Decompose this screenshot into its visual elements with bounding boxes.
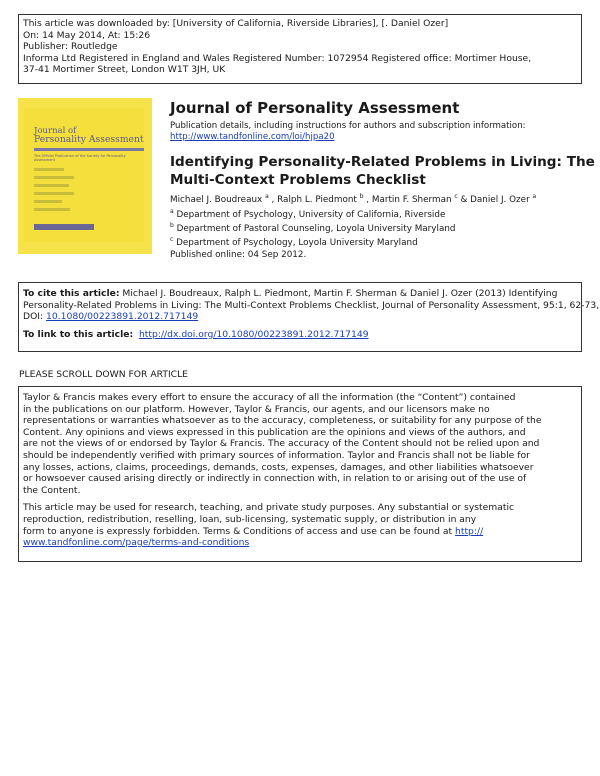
affiliation-text: Department of Psychology, University of California, Riverside [176, 210, 446, 220]
download-line: 37-41 Mortimer Street, London W1T 3JH, UK [23, 64, 226, 76]
affiliation-text: Department of Psychology, Loyola University Maryland [176, 238, 418, 248]
terms-line: reproduction, redistribution, reselling, loan, sub-licensing, systematic supply, or distribution in any [23, 513, 477, 525]
author-affiliation-mark: b [359, 193, 364, 200]
usage-paragraph [23, 502, 577, 548]
download-info-box [18, 14, 582, 84]
cover-small-title: Journal of [34, 126, 77, 136]
cite-label: To cite this article: [23, 288, 120, 299]
terms-line: This article may be used for research, teaching, and private study purposes. Any substantial or systematic [23, 502, 515, 514]
terms-line: should be independently verified with primary sources of information. Taylor and Francis shall not be liable for [23, 449, 530, 461]
article-title-line: Identifying Personality-Related Problems in Living: The [170, 154, 595, 170]
author-list: Michael J. Boudreaux $^a$ , Ralph L. Piedmont $^b$ , Martin F. Sherman $^c$ & Daniel J. Ozer $^a$ [170, 193, 537, 205]
terms-line: representations or warranties whatsoever as to the accuracy, completeness, or suitability for any purpose of the [23, 415, 542, 427]
terms-line: form to anyone is expressly forbidden. Terms & Conditions of access and use can be found at [23, 525, 453, 537]
article-link[interactable]: http://dx.doi.org/10.1080/00223891.2012.717149 [138, 328, 369, 340]
scroll-notice: PLEASE SCROLL DOWN FOR ARTICLE [19, 369, 188, 380]
author-affiliation-mark: a [532, 193, 537, 200]
affiliation-text: Department of Pastoral Counseling, Loyola University Maryland [176, 224, 456, 234]
terms-url-link-cont[interactable]: www.tandfonline.com/page/terms-and-conditions [23, 537, 250, 549]
download-line: This article was downloaded by: [University of California, Riverside Libraries], [. Daniel Ozer] [23, 18, 449, 29]
link-label: To link to this article: [23, 328, 134, 340]
citation-box [18, 282, 600, 352]
affiliation-mark: a [170, 208, 174, 215]
terms-line: in the publications on our platform. However, Taylor & Francis, our agents, and our licensors make no [23, 403, 490, 415]
terms-line: the Content. [23, 484, 81, 496]
terms-line: Content. Any opinions and views expressed in this publication are the opinions and views of the authors, and [23, 426, 526, 438]
author-name: Martin F. Sherman [371, 195, 452, 205]
cite-text: Michael J. Boudreaux, Ralph L. Piedmont, Martin F. Sherman & Daniel J. Ozer (2013) Identifying [122, 288, 558, 299]
terms-line: or howsoever caused arising directly or indirectly in connection with, in relation to or arising out of the use of [23, 473, 527, 485]
doi-label: DOI: [23, 311, 44, 323]
download-line: Publisher: Routledge [23, 41, 118, 53]
terms-line: any losses, actions, claims, proceedings, demands, costs, expenses, damages, and other liabilities whatsoever [23, 461, 534, 473]
affiliation [170, 208, 445, 220]
publication-details [170, 121, 526, 143]
terms-line: are not the views of or endorsed by Taylor & Francis. The accuracy of the Content should not be relied upon and [23, 438, 540, 450]
journal-name: Journal of Personality Assessment [170, 99, 460, 117]
journal-cover-image [18, 98, 152, 254]
published-date: Published online: 04 Sep 2012. [170, 250, 307, 260]
terms-line: Taylor & Francis makes every effort to ensure the accuracy of all the information (the “Content”) contained [23, 392, 516, 403]
author-name: Daniel J. Ozer [470, 195, 530, 205]
download-line: Informa Ltd Registered in England and Wales Registered Number: 1072954 Registered office: Mortimer House, [23, 52, 532, 64]
author-name: Ralph L. Piedmont [277, 195, 357, 205]
publication-details-text: Publication details, including instructions for authors and subscription information: [170, 121, 526, 131]
affiliation [170, 222, 456, 234]
journal-url-link[interactable]: http://www.tandfonline.com/loi/hjpa20 [170, 132, 335, 142]
affiliation-mark: b [170, 222, 174, 229]
author-name: Michael J. Boudreaux [170, 195, 263, 205]
article-title [170, 153, 595, 189]
article-title-line: Multi-Context Problems Checklist [170, 172, 426, 188]
download-line: On: 14 May 2014, At: 15:26 [23, 29, 151, 41]
cover-title: Personality Assessment [34, 134, 144, 145]
terms-box [18, 386, 582, 562]
doi-link[interactable]: 10.1080/00223891.2012.717149 [46, 311, 199, 323]
cover-subtitle: The Official Publication of the Society for Personality Assessment [34, 154, 126, 162]
terms-url-link[interactable]: http:// [455, 525, 484, 537]
author-affiliation-mark: c [454, 193, 458, 200]
affiliation [170, 236, 418, 248]
disclaimer-paragraph [23, 392, 577, 496]
cite-text: Personality-Related Problems in Living: The Multi-Context Problems Checklist, Journal of Personality Assessment, 95:1, 62-73, [23, 299, 600, 311]
affiliation-mark: c [170, 236, 174, 243]
author-affiliation-mark: a [265, 193, 269, 200]
